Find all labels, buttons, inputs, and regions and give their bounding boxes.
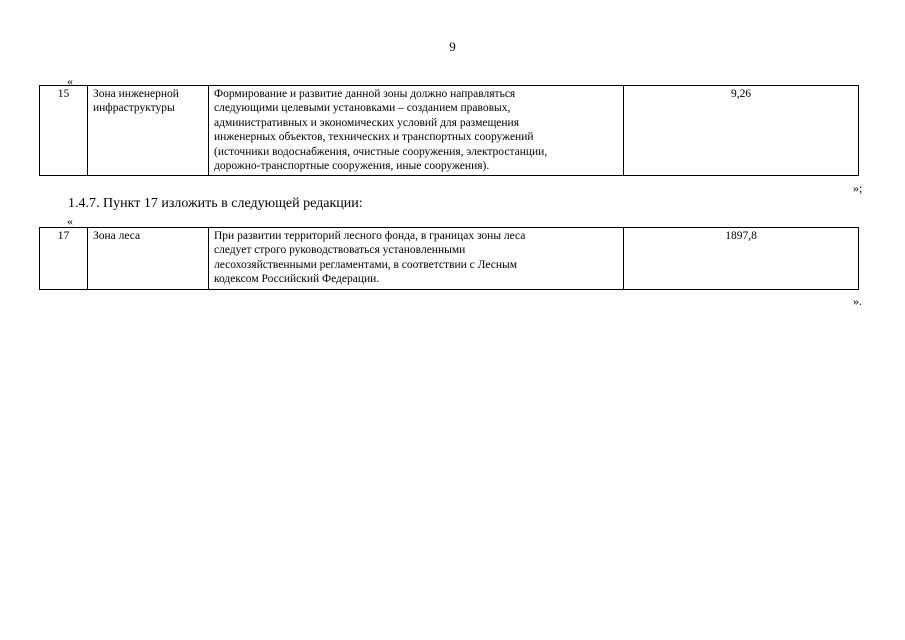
- zone-table-17: [39, 227, 859, 290]
- table-row: [40, 86, 859, 176]
- section-heading: 1.4.7. Пункт 17 изложить в следующей редакции:: [68, 196, 363, 211]
- zone-area-cell: 9,26: [624, 86, 859, 176]
- page-number: 9: [449, 39, 456, 54]
- zone-name-cell: Зона инженерной инфраструктуры: [88, 86, 209, 176]
- row-number-cell: 15: [40, 86, 88, 176]
- closing-quote-2: ».: [853, 294, 862, 308]
- zone-description-cell: При развитии территорий лесного фонда, в границах зоны леса следует строго руководствоваться установленными лесохозяйственными регламентами, в соответствии с Лесным кодексом Российский Федерации.: [209, 228, 624, 290]
- opening-quote-2: «: [67, 214, 73, 228]
- zone-area-cell: 1897,8: [624, 228, 859, 290]
- row-number-cell: 17: [40, 228, 88, 290]
- zone-table-15: [39, 85, 859, 176]
- closing-quote-1: »;: [853, 181, 863, 195]
- table-row: [40, 228, 859, 290]
- zone-description-cell: Формирование и развитие данной зоны должно направляться следующими целевыми установками – созданием правовых, административных и экономических условий для размещения инженерных объектов, технических и транспортных сооружений (источники водоснабжения, очистные сооружения, электростанции, дорожно-транспортные сооружения, иные сооружения).: [209, 86, 624, 176]
- opening-quote-1: «: [67, 74, 73, 88]
- zone-name-cell: Зона леса: [88, 228, 209, 290]
